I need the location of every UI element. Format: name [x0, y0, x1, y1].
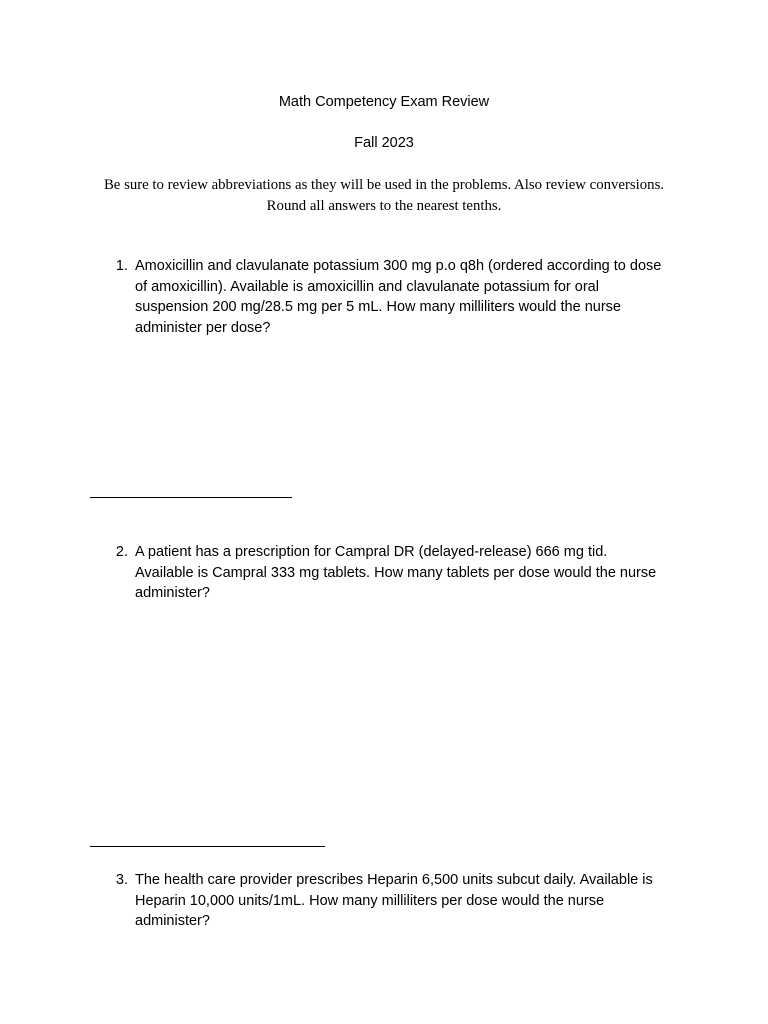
- answer-line-1: [90, 497, 292, 498]
- answer-line-2: [90, 846, 325, 847]
- document-term: Fall 2023: [354, 135, 414, 151]
- instructions-paragraph: Be sure to review abbreviations as they will be used in the problems. Also review conversions. Round all answers to the nearest tenths.: [103, 177, 665, 214]
- question-3: [108, 870, 668, 932]
- question-number: 3.: [115, 872, 128, 888]
- document-title: Math Competency Exam Review: [278, 94, 490, 110]
- question-1: [108, 256, 668, 339]
- question-text: Amoxicillin and clavulanate potassium 300 mg p.o q8h (ordered according to dose of amoxicillin). Available is amoxicillin and clavulanate potassium for oral suspension 200 mg/28.5 mg per 5 mL. How many milliliters would the nurse administer per dose?: [135, 258, 662, 337]
- question-text: The health care provider prescribes Heparin 6,500 units subcut daily. Available is Heparin 10,000 units/1mL. How many milliliters per dose would the nurse administer?: [135, 872, 653, 930]
- question-2: [108, 542, 668, 604]
- question-number: 2.: [115, 544, 128, 560]
- question-text: A patient has a prescription for Campral DR (delayed-release) 666 mg tid. Available is Campral 333 mg tablets. How many tablets per dose would the nurse administer?: [135, 544, 657, 602]
- question-number: 1.: [115, 258, 128, 274]
